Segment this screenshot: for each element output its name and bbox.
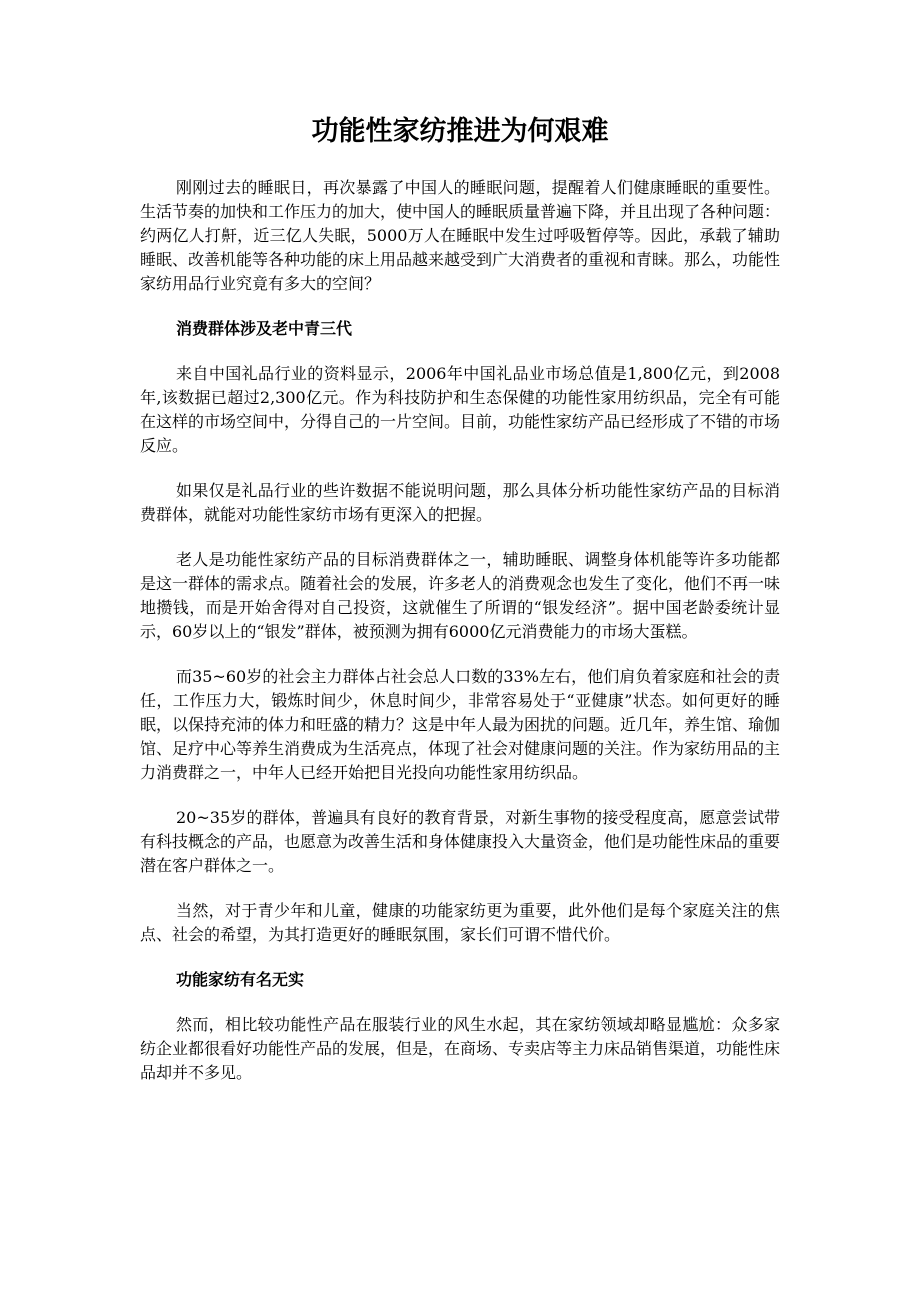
paragraph-young-adults: 20~35岁的群体，普遍具有良好的教育背景，对新生事物的接受程度高，愿意尝试带有科技概念的产品，也愿意为改善生活和身体健康投入大量资金，他们是功能性床品的重要潜在客户群体之一。 bbox=[140, 808, 781, 875]
document-title: 功能性家纺推进为何艰难 bbox=[311, 116, 609, 147]
paragraph-market-gap: 然而，相比较功能性产品在服装行业的风生水起，其在家纺领域却略显尴尬：众多家纺企业都很看好功能性产品的发展，但是，在商场、专卖店等主力床品销售渠道，功能性床品却并不多见。 bbox=[140, 1015, 781, 1082]
paragraph-children: 当然，对于青少年和儿童，健康的功能家纺更为重要，此外他们是每个家庭关注的焦点、社会的希望，为其打造更好的睡眠氛围，家长们可谓不惜代价。 bbox=[140, 901, 780, 944]
section-heading-consumer-groups: 消费群体涉及老中青三代 bbox=[176, 319, 353, 338]
paragraph-elderly: 老人是功能性家纺产品的目标消费群体之一，辅助睡眠、调整身体机能等许多功能都是这一群体的需求点。随着社会的发展，许多老人的消费观念也发生了变化，他们不再一味地攒钱，而是开始舍得对自己投资，这就催生了所谓的“银发经济”。据中国老龄委统计显示，60岁以上的“银发”群体，被预测为拥有6000亿元消费能力的市场大蛋糕。 bbox=[140, 550, 781, 641]
paragraph-intro: 刚刚过去的睡眠日，再次暴露了中国人的睡眠问题，提醒着人们健康睡眠的重要性。生活节奏的加快和工作压力的加大，使中国人的睡眠质量普遍下降，并且出现了各种问题：约两亿人打鼾，近三亿人失眠，5000万人在睡眠中发生过呼吸暂停等。因此，承载了辅助睡眠、改善机能等各种功能的床上用品越来越受到广大消费者的重视和青睐。那么，功能性家纺用品行业究竟有多大的空间？ bbox=[140, 178, 781, 293]
paragraph-target-consumers: 如果仅是礼品行业的些许数据不能说明问题，那么具体分析功能性家纺产品的目标消费群体，就能对功能性家纺市场有更深入的把握。 bbox=[140, 481, 780, 524]
paragraph-middle-aged: 而35~60岁的社会主力群体占社会总人口数的33%左右，他们肩负着家庭和社会的责任，工作压力大，锻炼时间少，休息时间少，非常容易处于“亚健康”状态。如何更好的睡眠，以保持充沛的体力和旺盛的精力？这是中年人最为困扰的问题。近几年，养生馆、瑜伽馆、足疗中心等养生消费成为生活亮点，体现了社会对健康问题的关注。作为家纺用品的主力消费群之一，中年人已经开始把目光投向功能性家用纺织品。 bbox=[140, 667, 781, 782]
document-body bbox=[140, 110, 780, 1106]
paragraph-gift-market: 来自中国礼品行业的资料显示，2006年中国礼品业市场总值是1,800亿元，到2008年,该数据已超过2,300亿元。作为科技防护和生态保健的功能性家用纺织品，完全有可能在这样的市场空间中，分得自己的一片空间。目前，功能性家纺产品已经形成了不错的市场反应。 bbox=[140, 364, 781, 455]
section-heading-nominal-function: 功能家纺有名无实 bbox=[176, 970, 305, 989]
